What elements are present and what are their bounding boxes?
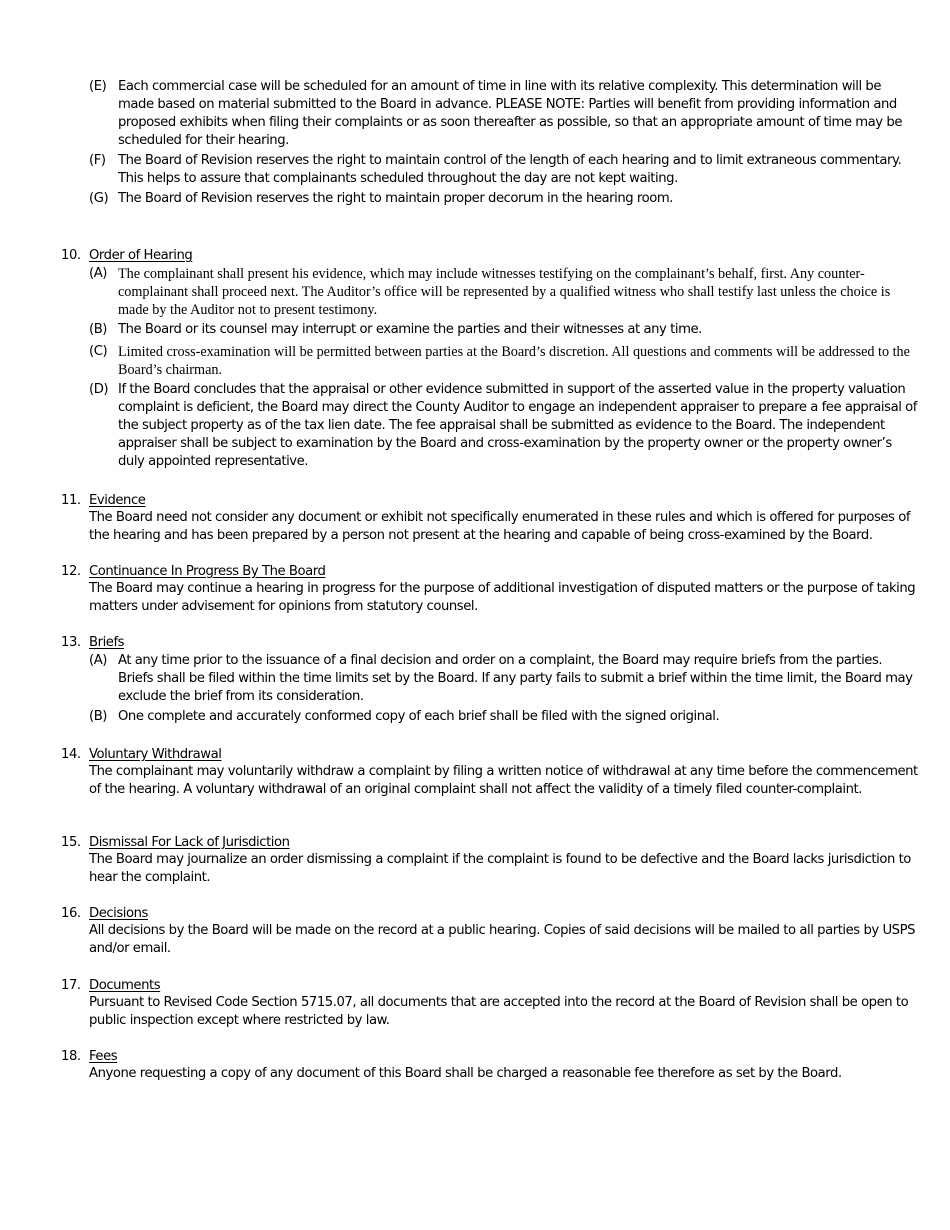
item-text: Limited cross-examination will be permitted between parties at the Board’s discretion. All questions and comments will be addressed to the Board’s chairman. [118,344,910,378]
list-item-10a [89,265,919,319]
item-label: (D) [89,382,109,397]
item-text: One complete and accurately conformed copy of each brief shall be filed with the signed original. [118,709,720,724]
section-number: 17. [61,978,81,993]
section-heading: Voluntary Withdrawal [89,747,222,762]
item-label: (C) [89,344,108,359]
section-body: The Board need not consider any document or exhibit not specifically enumerated in these rules and which is offered for purposes of the hearing and has been prepared by a person not present at the hearing and capable of being cross-examined by the Board. [89,510,911,543]
section-number: 13. [61,635,81,650]
section-body: The complainant may voluntarily withdraw a complaint by filing a written notice of withdrawal at any time before the commencement of the hearing. A voluntary withdrawal of an original complaint shall not affect the validity of a timely filed counter-complaint. [89,764,918,797]
list-item-e [89,78,919,150]
section-number: 18. [61,1049,81,1064]
section-number: 14. [61,747,81,762]
item-text: At any time prior to the issuance of a final decision and order on a complaint, the Board may require briefs from the parties. Briefs shall be filed within the time limits set by the Board. If any party fails to submit a brief within the time limit, the Board may exclude the brief from its consideration. [118,653,913,704]
section-number: 16. [61,906,81,921]
section-body: All decisions by the Board will be made on the record at a public hearing. Copies of said decisions will be mailed to all parties by USPS and/or email. [89,923,916,956]
item-text: The Board or its counsel may interrupt or examine the parties and their witnesses at any time. [118,322,702,337]
section-number: 11. [61,493,81,508]
section-number: 10. [61,248,81,263]
list-item-10c [89,343,919,379]
section-number: 15. [61,835,81,850]
item-text: The complainant shall present his evidence, which may include witnesses testifying on the complainant’s behalf, first. Any counter-complainant shall proceed next. The Auditor’s office will be represented by a qualified witness who shall testify last unless the choice is made by the Auditor not to present testimony. [118,266,891,318]
list-item-13b [89,708,919,726]
item-text: The Board of Revision reserves the right to maintain control of the length of each hearing and to limit extraneous commentary. This helps to assure that complainants scheduled throughout the day are not kept waiting. [118,153,902,186]
list-item-f [89,152,919,188]
section-heading: Order of Hearing [89,248,193,263]
section-heading: Continuance In Progress By The Board [89,564,326,579]
item-text: The Board of Revision reserves the right to maintain proper decorum in the hearing room. [118,191,673,206]
section-body: The Board may continue a hearing in progress for the purpose of additional investigation of disputed matters or the purpose of taking matters under advisement for opinions from statutory counsel. [89,581,916,614]
section-body: The Board may journalize an order dismissing a complaint if the complaint is found to be defective and the Board lacks jurisdiction to hear the complaint. [89,852,911,885]
section-heading: Evidence [89,493,146,508]
list-item-13a [89,652,919,706]
item-label: (A) [89,266,107,281]
list-item-10d [89,381,919,471]
section-heading: Decisions [89,906,148,921]
item-label: (A) [89,653,107,668]
item-label: (F) [89,153,106,168]
section-heading: Documents [89,978,161,993]
item-text: If the Board concludes that the appraisal or other evidence submitted in support of the asserted value in the property valuation complaint is deficient, the Board may direct the County Auditor to engage an independent appraiser to prepare a fee appraisal of the subject property as of the tax lien date. The fee appraisal shall be submitted as evidence to the Board. The independent appraiser shall be subject to examination by the Board and cross-examination by the property owner or the property owner’s duly appointed representative. [118,382,917,469]
list-item-10b [89,321,919,339]
item-label: (B) [89,709,107,724]
section-body: Anyone requesting a copy of any document of this Board shall be charged a reasonable fee therefore as set by the Board. [89,1066,842,1081]
section-number: 12. [61,564,81,579]
item-label: (G) [89,191,109,206]
item-text: Each commercial case will be scheduled for an amount of time in line with its relative complexity. This determination will be made based on material submitted to the Board in advance. PLEASE NOTE: Parties will benefit from providing information and proposed exhibits when filing their complaints or as soon thereafter as possible, so that an appropriate amount of time may be scheduled for their hearing. [118,79,902,148]
item-label: (B) [89,322,107,337]
section-body: Pursuant to Revised Code Section 5715.07, all documents that are accepted into the record at the Board of Revision shall be open to public inspection except where restricted by law. [89,995,909,1028]
list-item-g [89,190,919,208]
section-heading: Briefs [89,635,125,650]
section-heading: Dismissal For Lack of Jurisdiction [89,835,290,850]
section-heading: Fees [89,1049,118,1064]
item-label: (E) [89,79,107,94]
